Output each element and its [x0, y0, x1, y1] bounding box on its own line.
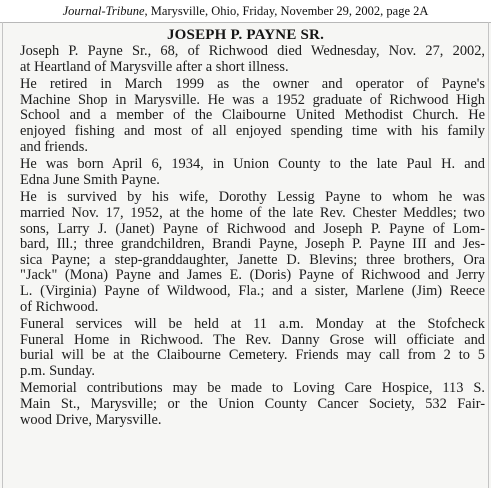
paragraph-services	[11, 317, 485, 379]
text-line: sica Payne; a step-granddaughter, Janette D. Blevins; three brothers, Ora	[20, 251, 485, 268]
text-line: "Jack" (Mona) Payne and James E. (Doris) Payne of Richwood and Jerry	[20, 267, 485, 284]
text-line: p.m. Sunday.	[20, 362, 96, 379]
text-line: at Heartland of Marysville after a short illness.	[20, 58, 289, 75]
text-line: bard, Ill.; three grandchildren, Brandi Payne, Joseph P. Payne III and Jes-	[20, 236, 485, 253]
clipping-edge-top	[0, 22, 491, 23]
text-line: of Richwood.	[20, 298, 99, 315]
clipping-edge-left	[2, 22, 3, 488]
text-line: Joseph P. Payne Sr., 68, of Richwood died Wednesday, Nov. 27, 2002,	[20, 43, 485, 59]
text-line: wood Drive, Marysville.	[20, 411, 162, 428]
text-line: Funeral services will be held at 11 a.m. Monday at the Stofcheck	[20, 316, 485, 333]
obituary-body	[11, 44, 485, 430]
text-line: enjoyed fishing and most of all enjoyed spending time with his family	[20, 122, 485, 139]
paragraph-death-notice	[11, 44, 485, 75]
obituary-headline: JOSEPH P. PAYNE SR.	[166, 27, 325, 43]
text-line: Machine Shop in Marysville. He was a 1952 graduate of Richwood High	[20, 91, 485, 108]
text-line: married Nov. 17, 1952, at the home of the late Rev. Chester Meddles; two	[20, 204, 485, 221]
text-line: School and a member of the Claibourne United Methodist Church. He	[20, 107, 485, 124]
paragraph-memorials	[11, 381, 485, 428]
obituary-clipping	[0, 22, 491, 488]
text-line: He is survived by his wife, Dorothy Lessig Payne to whom he was	[20, 189, 485, 206]
text-line: Funeral Home in Richwood. The Rev. Danny Grose will officiate and	[20, 331, 485, 348]
text-line: He was born April 6, 1934, in Union County to the late Paul H. and	[20, 156, 485, 173]
clipping-caption	[0, 4, 491, 19]
publication-details: , Marysville, Ohio, Friday, November 29, 2002, page 2A	[144, 4, 429, 18]
text-line: L. (Virginia) Payne of Wildwood, Fla.; and a sister, Marlene (Jim) Reece	[20, 282, 485, 299]
paragraph-survivors	[11, 190, 485, 315]
text-line: burial will be at the Claibourne Cemetery. Friends may call from 2 to 5	[20, 347, 485, 364]
publication-name: Journal-Tribune	[62, 4, 145, 18]
text-line: Edna June Smith Payne.	[20, 171, 160, 188]
text-line: sons, Larry J. (Janet) Payne of Richwood and Joseph P. Payne of Lom-	[20, 220, 485, 237]
clipping-edge-right	[488, 22, 489, 488]
text-line: and friends.	[20, 138, 88, 155]
text-line: He retired in March 1999 as the owner and operator of Payne's	[20, 76, 485, 93]
text-line: Main St., Marysville; or the Union County Cancer Society, 532 Fair-	[20, 396, 485, 413]
paragraph-birth	[11, 157, 485, 188]
paragraph-career	[11, 77, 485, 155]
text-line: Memorial contributions may be made to Loving Care Hospice, 113 S.	[20, 380, 485, 397]
